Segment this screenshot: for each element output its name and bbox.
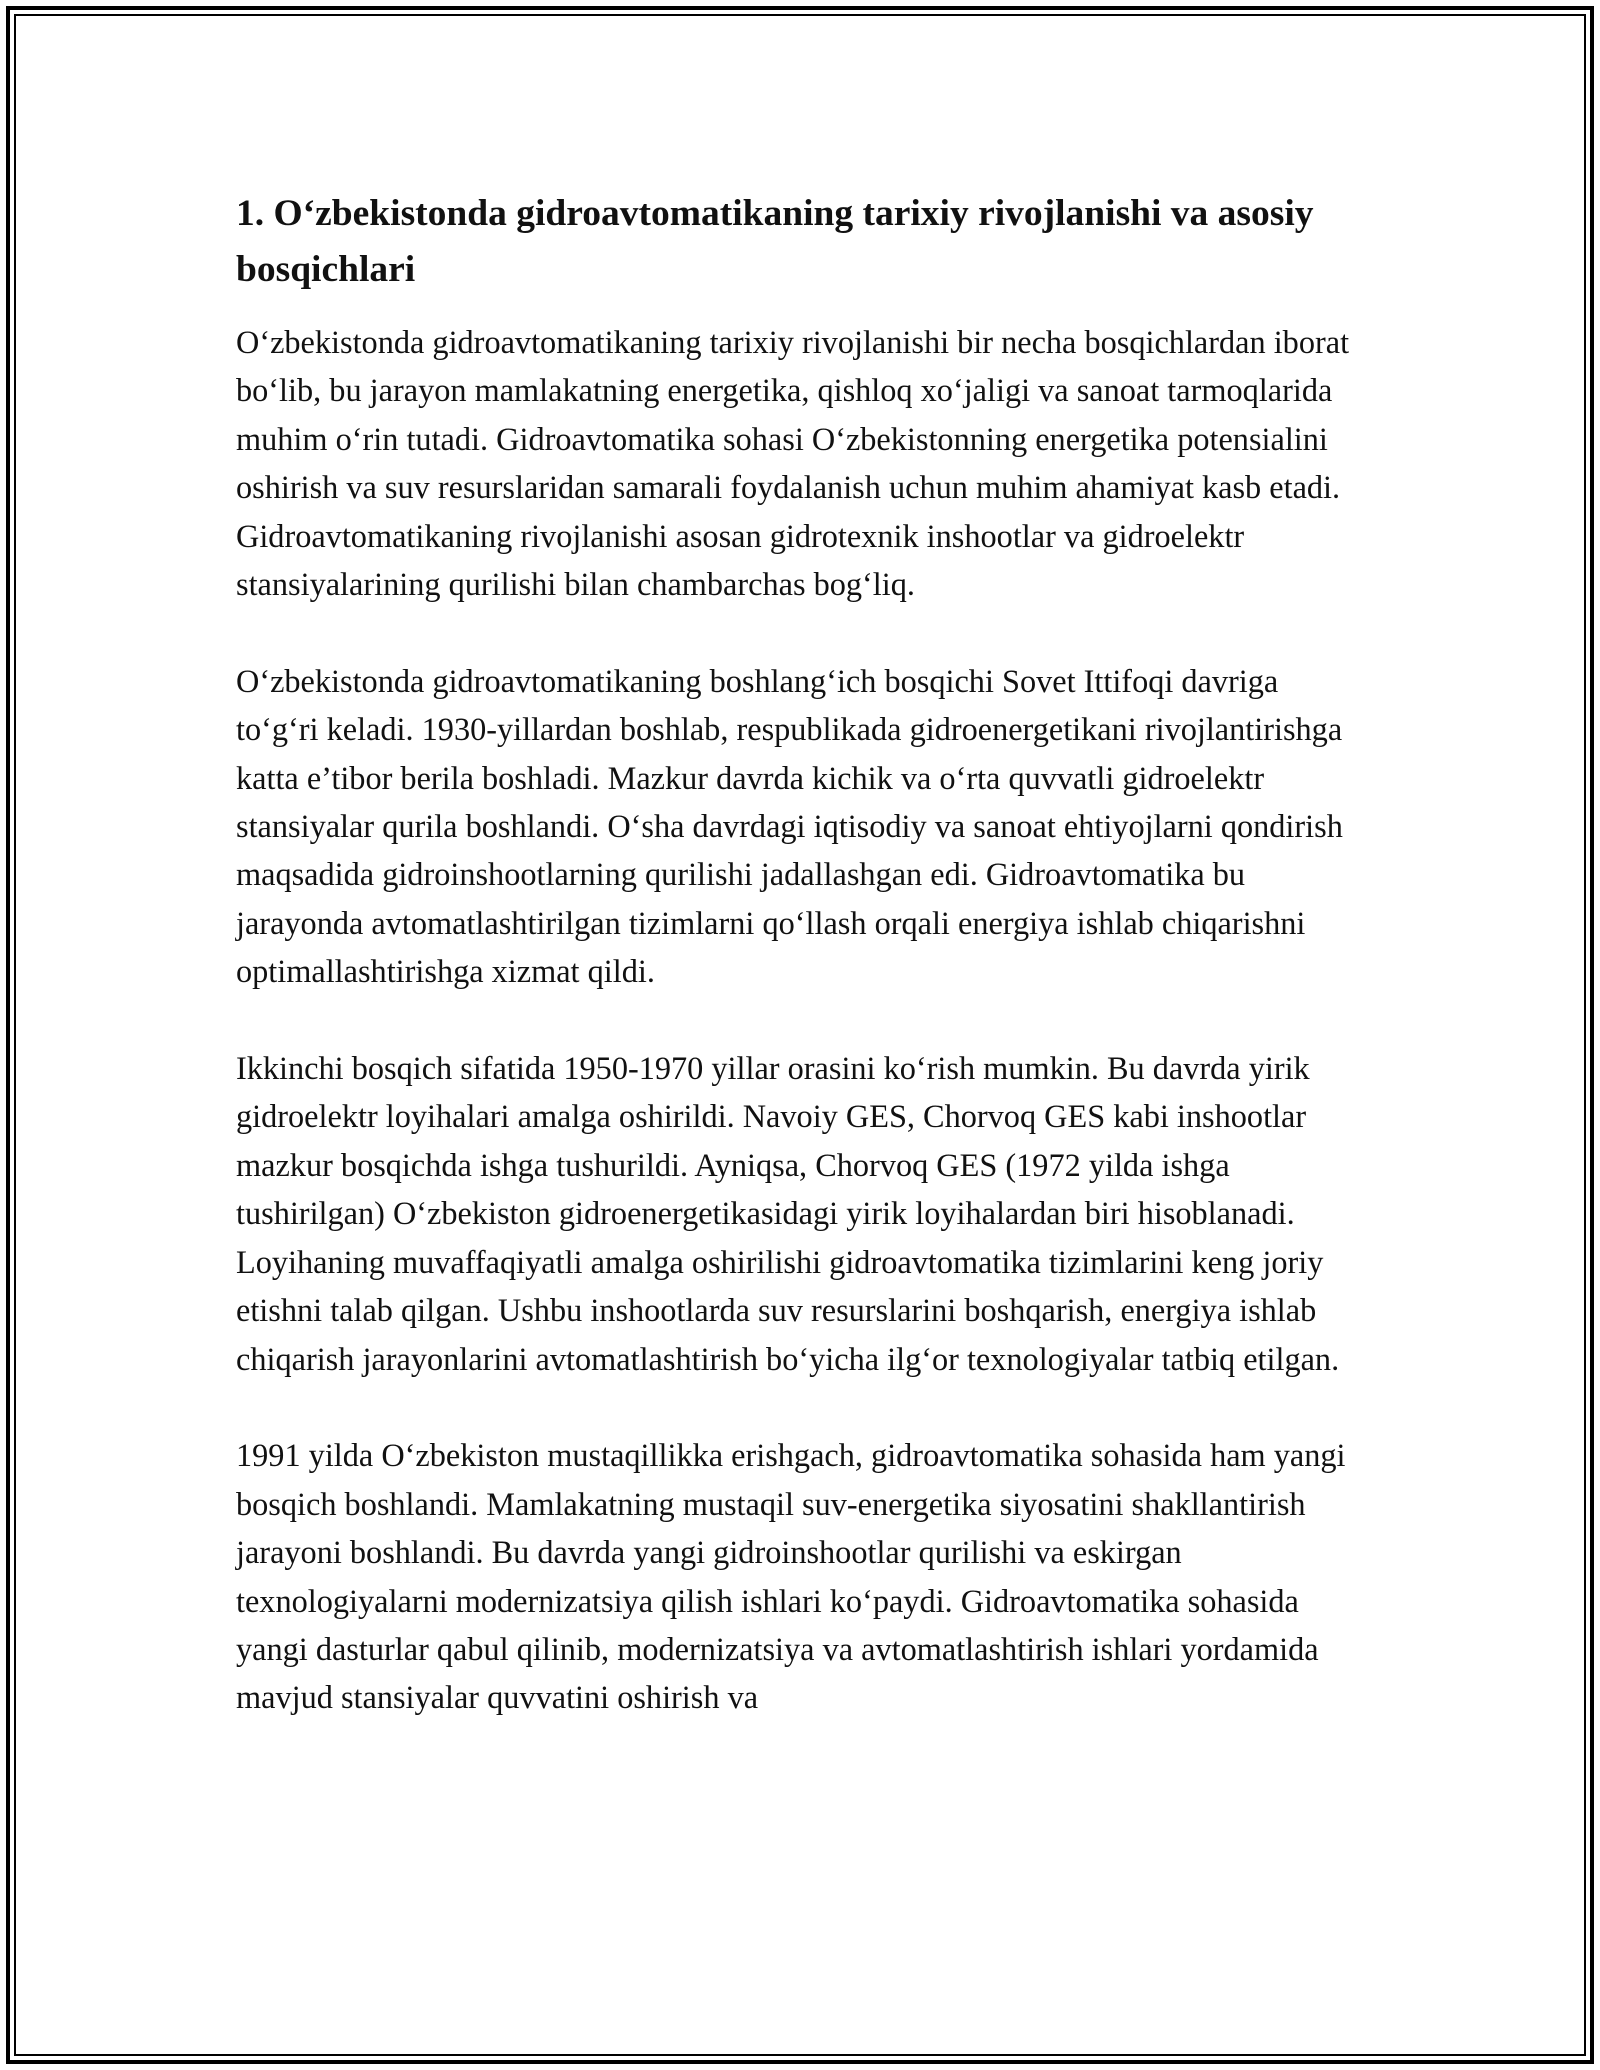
paragraph-2: O‘zbekistonda gidroavtomatikaning boshlang‘ich bosqichi Sovet Ittifoqi davriga to‘g‘ri keladi. 1930-yillardan boshlab, respublikada gidroenergetikani rivojlantirishga katta e’tibor berila boshladi. Mazkur davrda kichik va o‘rta quvvatli gidroelektr stansiyalar qurila boshlandi. O‘sha davrdagi iqtisodiy va sanoat ehtiyojlarni qondirish maqsadida gidroinshootlarning qurilishi jadallashgan edi. Gidroavtomatika bu jarayonda avtomatlashtirilgan tizimlarni qo‘llash orqali energiya ishlab chiqarishni optimallashtirishga xizmat qildi. [236, 662, 1343, 990]
paragraph-4: 1991 yilda O‘zbekiston mustaqillikka erishgach, gidroavtomatika sohasida ham yangi bosqich boshlandi. Mamlakatning mustaqil suv-energetika siyosatini shakllantirish jarayoni boshlandi. Bu davrda yangi gidroinshootlar qurilishi va eskirgan texnologiyalarni modernizatsiya qilish ishlari ko‘paydi. Gidroavtomatika sohasida yangi dasturlar qabul qilinib, modernizatsiya va avtomatlashtirish ishlari yordamida mavjud stansiyalar quvvatini oshirish va [236, 1437, 1346, 1716]
paragraph-3: Ikkinchi bosqich sifatida 1950-1970 yillar orasini ko‘rish mumkin. Bu davrda yirik gidroelektr loyihalari amalga oshirildi. Navoiy GES, Chorvoq GES kabi inshootlar mazkur bosqichda ishga tushurildi. Ayniqsa, Chorvoq GES (1972 yilda ishga tushirilgan) O‘zbekiston gidroenergetikasidagi yirik loyihalardan biri hisoblanadi. Loyihaning muvaffaqiyatli amalga oshirilishi gidroavtomatika tizimlarini keng joriy etishni talab qilgan. Ushbu inshootlarda suv resurslarini boshqarish, energiya ishlab chiqarish jarayonlarini avtomatlashtirish bo‘yicha ilg‘or texnologiyalar tatbiq etilgan. [236, 1050, 1340, 1377]
paragraph-1: O‘zbekistonda gidroavtomatikaning tarixiy rivojlanishi bir necha bosqichlardan iborat bo‘lib, bu jarayon mamlakatning energetika, qishloq xo‘jaligi va sanoat tarmoqlarida muhim o‘rin tutadi. Gidroavtomatika sohasi O‘zbekistonning energetika potensialini oshirish va suv resurslaridan samarali foydalanish uchun muhim ahamiyat kasb etadi. Gidroavtomatikaning rivojlanishi asosan gidrotexnik inshootlar va gidroelektr stansiyalarining qurilishi bilan chambarchas bog‘liq. [236, 324, 1350, 603]
document-body [236, 186, 1366, 1722]
page-title: 1. O‘zbekistonda gidroavtomatikaning tarixiy rivojlanishi va asosiy bosqichlari [236, 193, 1314, 290]
